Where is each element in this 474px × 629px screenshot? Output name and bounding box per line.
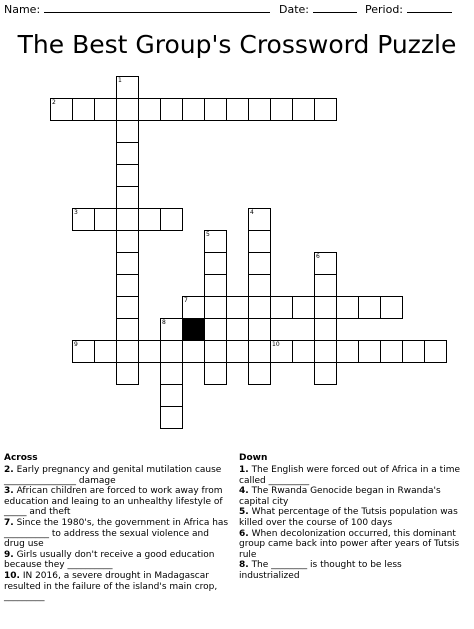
grid-cell[interactable] bbox=[72, 208, 95, 231]
grid-cell[interactable] bbox=[204, 230, 227, 253]
clue-number: 9. bbox=[4, 549, 14, 560]
clue-text: When decolonization occurred, this dominant group came back into power after years of Tutsis rule bbox=[239, 528, 460, 560]
grid-cell[interactable] bbox=[336, 296, 359, 319]
across-clue bbox=[4, 550, 230, 571]
clue-number: 10. bbox=[4, 570, 20, 581]
grid-cell[interactable] bbox=[116, 98, 139, 121]
grid-cell[interactable] bbox=[248, 98, 271, 121]
grid-cell[interactable] bbox=[248, 230, 271, 253]
grid-cell[interactable] bbox=[248, 362, 271, 385]
down-clue bbox=[239, 529, 465, 561]
clue-number: 6. bbox=[239, 528, 249, 539]
clue-number: 7. bbox=[4, 517, 14, 528]
grid-cell[interactable] bbox=[204, 296, 227, 319]
clue-number-label: 3 bbox=[74, 209, 78, 216]
grid-cell[interactable] bbox=[116, 76, 139, 99]
across-clue bbox=[4, 571, 230, 603]
clue-number-label: 1 bbox=[118, 77, 122, 84]
grid-cell[interactable] bbox=[160, 208, 183, 231]
grid-cell[interactable] bbox=[138, 98, 161, 121]
across-clue bbox=[4, 518, 230, 550]
clue-number-label: 5 bbox=[206, 231, 210, 238]
grid-cell[interactable] bbox=[248, 208, 271, 231]
down-clue bbox=[239, 465, 465, 486]
grid-cell[interactable] bbox=[94, 208, 117, 231]
across-clue-list bbox=[4, 465, 230, 603]
across-heading: Across bbox=[4, 453, 38, 463]
grid-cell[interactable] bbox=[358, 296, 381, 319]
clue-number-label: 8 bbox=[162, 319, 166, 326]
grid-cell[interactable] bbox=[160, 384, 183, 407]
grid-cell[interactable] bbox=[116, 274, 139, 297]
grid-cell[interactable] bbox=[116, 186, 139, 209]
grid-cell[interactable] bbox=[94, 98, 117, 121]
clue-number: 5. bbox=[239, 507, 249, 518]
grid-cell[interactable] bbox=[204, 318, 227, 341]
grid-cell[interactable] bbox=[182, 98, 205, 121]
grid-cell[interactable] bbox=[314, 98, 337, 121]
clue-text: The Rwanda Genocide began in Rwanda's capital city bbox=[239, 486, 441, 507]
grid-cell[interactable] bbox=[116, 252, 139, 275]
grid-cell[interactable] bbox=[72, 340, 95, 363]
grid-cell[interactable] bbox=[72, 98, 95, 121]
grid-cell[interactable] bbox=[160, 318, 183, 341]
grid-cell[interactable] bbox=[314, 274, 337, 297]
clue-number-label: 6 bbox=[316, 253, 320, 260]
clue-number: 4. bbox=[239, 486, 249, 497]
grid-cell[interactable] bbox=[248, 340, 271, 363]
across-clue bbox=[4, 486, 230, 518]
grid-cell[interactable] bbox=[314, 252, 337, 275]
grid-cell[interactable] bbox=[314, 362, 337, 385]
across-clue bbox=[4, 465, 230, 486]
clue-text: Since the 1980's, the government in Africa has __________ to address the sexual violence and drug use bbox=[4, 517, 229, 550]
grid-cell[interactable] bbox=[160, 362, 183, 385]
grid-cell[interactable] bbox=[248, 296, 271, 319]
grid-cell[interactable] bbox=[182, 296, 205, 319]
clue-number-label: 7 bbox=[184, 297, 188, 304]
grid-cell[interactable] bbox=[116, 208, 139, 231]
grid-cell[interactable] bbox=[138, 208, 161, 231]
name-label: Name: bbox=[4, 3, 41, 16]
clue-text: IN 2016, a severe drought in Madagascar resulted in the failure of the island's main crop, _________ bbox=[4, 570, 218, 603]
grid-cell[interactable] bbox=[358, 340, 381, 363]
grid-cell[interactable] bbox=[116, 142, 139, 165]
grid-cell[interactable] bbox=[160, 98, 183, 121]
grid-cell[interactable] bbox=[226, 98, 249, 121]
grid-cell[interactable] bbox=[270, 340, 293, 363]
grid-cell[interactable] bbox=[314, 340, 337, 363]
black-square bbox=[182, 318, 205, 341]
clue-number-label: 9 bbox=[74, 341, 78, 348]
grid-cell[interactable] bbox=[138, 340, 161, 363]
clue-number-label: 10 bbox=[272, 341, 280, 348]
down-clue bbox=[239, 560, 465, 581]
grid-cell[interactable] bbox=[116, 362, 139, 385]
down-clue-list bbox=[239, 465, 465, 582]
grid-cell[interactable] bbox=[292, 340, 315, 363]
grid-cell[interactable] bbox=[116, 230, 139, 253]
grid-cell[interactable] bbox=[292, 296, 315, 319]
grid-cell[interactable] bbox=[116, 318, 139, 341]
down-clue bbox=[239, 507, 465, 528]
grid-cell[interactable] bbox=[248, 252, 271, 275]
clue-text: What percentage of the Tutsis population was killed over the course of 100 days bbox=[239, 507, 458, 528]
grid-cell[interactable] bbox=[50, 98, 73, 121]
grid-cell[interactable] bbox=[424, 340, 447, 363]
down-clue bbox=[239, 486, 465, 507]
grid-cell[interactable] bbox=[204, 274, 227, 297]
grid-cell[interactable] bbox=[314, 318, 337, 341]
grid-cell[interactable] bbox=[116, 120, 139, 143]
puzzle-title: The Best Group's Crossword Puzzle bbox=[17, 30, 457, 59]
clue-number: 1. bbox=[239, 465, 249, 475]
grid-cell[interactable] bbox=[204, 362, 227, 385]
grid-cell[interactable] bbox=[182, 340, 205, 363]
clue-text: Early pregnancy and genital mutilation cause ________________ damage bbox=[4, 465, 222, 486]
clue-number-label: 4 bbox=[250, 209, 254, 216]
grid-cell[interactable] bbox=[94, 340, 117, 363]
grid-cell[interactable] bbox=[116, 296, 139, 319]
grid-cell[interactable] bbox=[248, 274, 271, 297]
period-label: Period: bbox=[365, 3, 404, 16]
grid-cell[interactable] bbox=[226, 340, 249, 363]
grid-cell[interactable] bbox=[116, 164, 139, 187]
grid-cell[interactable] bbox=[336, 340, 359, 363]
grid-cell[interactable] bbox=[226, 296, 249, 319]
grid-cell[interactable] bbox=[204, 252, 227, 275]
grid-cell[interactable] bbox=[204, 340, 227, 363]
clue-text: The ________ is thought to be less industrialized bbox=[239, 560, 402, 581]
grid-cell[interactable] bbox=[160, 406, 183, 429]
clue-number: 3. bbox=[4, 486, 14, 497]
clue-number-label: 2 bbox=[52, 99, 56, 106]
clue-number: 8. bbox=[239, 560, 249, 571]
down-heading: Down bbox=[239, 453, 268, 463]
grid-cell[interactable] bbox=[314, 296, 337, 319]
clue-number: 2. bbox=[4, 465, 14, 475]
clue-text: Girls usually don't receive a good education because they __________ bbox=[4, 549, 215, 571]
grid-cell[interactable] bbox=[380, 340, 403, 363]
grid-cell[interactable] bbox=[270, 98, 293, 121]
clue-text: The English were forced out of Africa in a time called _________ bbox=[239, 465, 460, 486]
grid-cell[interactable] bbox=[402, 340, 425, 363]
grid-cell[interactable] bbox=[270, 296, 293, 319]
grid-cell[interactable] bbox=[292, 98, 315, 121]
grid-cell[interactable] bbox=[160, 340, 183, 363]
grid-cell[interactable] bbox=[248, 318, 271, 341]
grid-cell[interactable] bbox=[380, 296, 403, 319]
date-label: Date: bbox=[279, 3, 309, 16]
grid-cell[interactable] bbox=[116, 340, 139, 363]
grid-cell[interactable] bbox=[204, 98, 227, 121]
clue-text: African children are forced to work away from education and leaing to an unhealthy lifestyle of _____ and theft bbox=[4, 486, 223, 518]
